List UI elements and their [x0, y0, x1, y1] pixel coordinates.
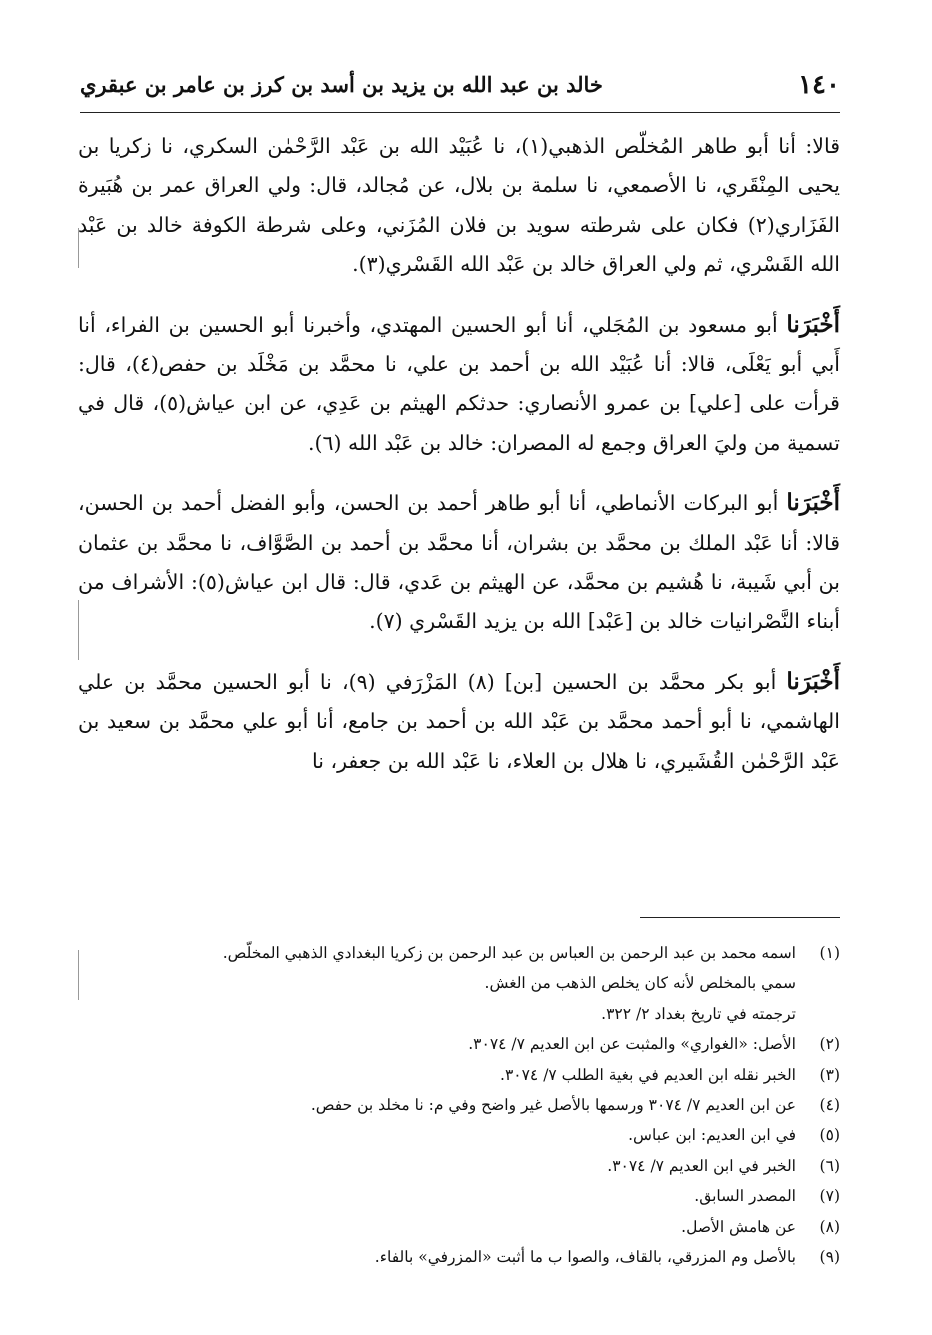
paragraph-text: قالا: أنا أبو طاهر المُخلّص الذهبي(١)، نا عُبَيْد الله بن عَبْد الرَّحْمٰن السكري، نا زكريا بن يحيى المِنْقَري، نا الأصمعي، نا سلمة بن بلال، عن مُجالد، قال: ولي العراق عمر بن هُبَيرة الفَزَاري(٢) فكان على شرطته سويد بن فلان المُزَني، وعلى شرطة الكوفة خالد بن عَبْد الله القَسْري، ثم ولي العراق خالد بن عَبْد الله القَسْري(٣).: [78, 134, 840, 277]
footnote-8: [90, 1212, 840, 1242]
main-text: [78, 126, 840, 801]
footnote-number: (٨): [819, 1217, 840, 1236]
footnote-number: (٤): [819, 1096, 840, 1115]
footnote-text: في ابن العديم: ابن عباس.: [628, 1126, 796, 1145]
footnote-1: [90, 938, 840, 968]
paragraph-text: أبو البركات الأنماطي، أنا أبو طاهر أحمد بن الحسن، وأبو الفضل أحمد بن الحسن، قالا: أنا عَبْد الملك بن محمَّد بن بشران، أنا محمَّد بن أحمد بن الصَّوَّاف، نا محمَّد بن عثمان بن أبي شَيبة، نا هُشيم بن محمَّد، عن الهيثم بن عَدي، قال: قال ابن عياش(٥): الأشراف من أبناء النَّصْرانيات خالد بن [عَبْد] الله بن يزيد القَسْري (٧).: [78, 491, 840, 634]
footnote-text: بالأصل وم المزرقي، بالقاف، والصوا ب ما أثبت «المزرفي» بالفاء.: [374, 1248, 796, 1267]
footnote-text: الخبر في ابن العديم ٧/ ٣٠٧٤.: [607, 1156, 796, 1175]
footnotes: [90, 938, 840, 1272]
header-rule: [80, 112, 840, 113]
footnote-4: [90, 1090, 840, 1120]
paragraph-1: [78, 126, 840, 285]
footnote-number: (٩): [819, 1248, 840, 1267]
footnote-1-line-2: سمي بالمخلص لأنه كان يخلص الذهب من الغش.: [484, 974, 796, 993]
footnote-text: عن هامش الأصل.: [681, 1217, 796, 1236]
paragraph-2: [78, 305, 840, 464]
footnote-number: (٦): [819, 1156, 840, 1175]
footnote-number: (٧): [819, 1187, 840, 1206]
footnote-text: الأصل: «الغواري» والمثبت عن ابن العديم ٧/ ٣٠٧٤.: [468, 1035, 796, 1054]
footnote-text: المصدر السابق.: [694, 1187, 796, 1206]
paragraph-text: أبو بكر محمَّد بن الحسين [بن] (٨) المَزْرَفي (٩)، نا أبو الحسين محمَّد بن علي الهاشمي، نا أبو أحمد محمَّد بن عَبْد الله بن أحمد بن جامع، أنا أبو علي محمَّد بن سعيد بن عَبْد الرَّحْمٰن القُشَيري، نا هلال بن العلاء، نا عَبْد الله بن جعفر، نا: [78, 669, 840, 773]
footnote-9: [90, 1242, 840, 1272]
footnote-number: (١): [819, 944, 840, 962]
running-title: خالد بن عبد الله بن يزيد بن أسد بن كرز بن عامر بن عبقري: [80, 72, 603, 97]
page-number: ١٤٠: [798, 70, 840, 100]
paragraph-3: [78, 483, 840, 642]
footnote-text: اسمه محمد بن عبد الرحمن بن العباس بن عبد الرحمن بن زكريا البغدادي الذهبي المخلّص.: [222, 944, 796, 962]
footnote-2: [90, 1029, 840, 1059]
footnote-number: (٥): [819, 1126, 840, 1145]
paragraph-opener: أَخْبَرَنا: [786, 489, 840, 517]
footnote-7: [90, 1181, 840, 1211]
paragraph-4: [78, 662, 840, 781]
page-header: [80, 62, 840, 110]
margin-mark: [78, 950, 79, 1000]
paragraph-text: أبو مسعود بن المُجَلي، أنا أبو الحسين المهتدي، وأخبرنا أبو الحسين بن الفراء، أنا أَبي أبو يَعْلَى، قالا: أنا عُبَيْد الله بن أحمد بن علي، نا محمَّد بن مَخْلَد بن حفص(٤)، قال: قرأت على [علي] بن عمرو الأنصاري: حدثكم الهيثم بن عَدِي، عن ابن عياش(٥)، قال في تسمية من وليَ العراق وجمع له المصران: خالد بن عَبْد الله (٦).: [78, 312, 840, 455]
footnote-separator: [640, 917, 840, 918]
footnote-5: [90, 1120, 840, 1150]
footnote-text: الخبر نقله ابن العديم في بغية الطلب ٧/ ٣٠٧٤.: [500, 1065, 796, 1084]
footnote-text: عن ابن العديم ٧/ ٣٠٧٤ ورسمها بالأصل غير واضح وفي م: نا مخلد بن حفص.: [310, 1096, 796, 1115]
paragraph-opener: أَخْبَرَنا: [786, 310, 840, 338]
footnote-1-line-3: ترجمته في تاريخ بغداد ٢/ ٣٢٢.: [601, 1004, 796, 1023]
footnote-6: [90, 1151, 840, 1181]
footnote-number: (٢): [819, 1035, 840, 1054]
footnote-3: [90, 1060, 840, 1090]
footnote-number: (٣): [819, 1065, 840, 1084]
paragraph-opener: أَخْبَرَنا: [786, 667, 841, 695]
